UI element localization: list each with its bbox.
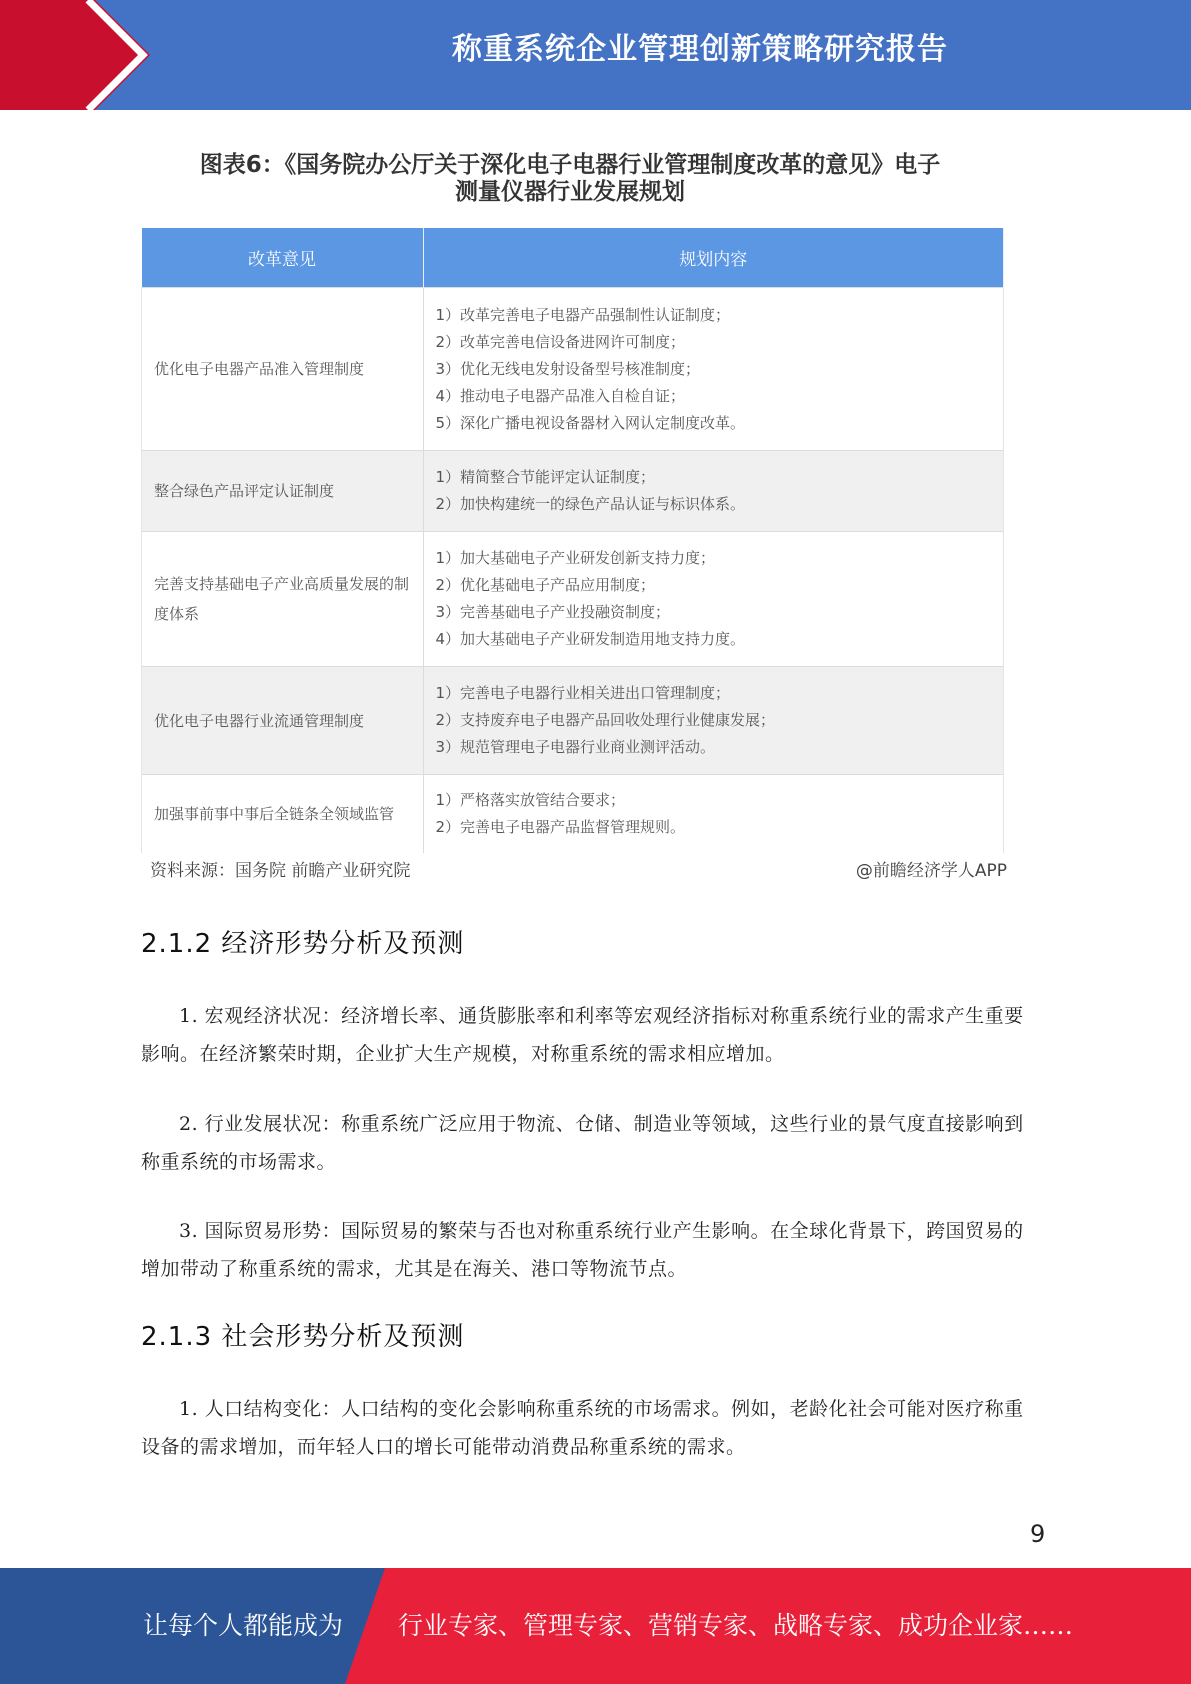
row-plan — [423, 288, 1004, 451]
plan-item: 1）完善电子电器行业相关进出口管理制度； — [435, 684, 731, 702]
plan-item: 1）改革完善电子电器产品强制性认证制度； — [435, 305, 731, 324]
footer-slogan-right: 行业专家、管理专家、营销专家、战略专家、成功企业家…… — [398, 1611, 1074, 1640]
plan-item: 2）改革完善电信设备进网许可制度； — [435, 332, 686, 351]
reform-plan-table — [141, 228, 1004, 853]
section-heading: 2.1.3 社会形势分析及预测 — [141, 1322, 465, 1352]
header-title: 称重系统企业管理创新策略研究报告 — [452, 32, 948, 67]
paragraph: 1. 人口结构变化：人口结构的变化会影响称重系统的市场需求。例如，老龄化社会可能对医疗称重设备的需求增加，而年轻人口的增长可能带动消费品称重系统的需求。 — [141, 1398, 1024, 1458]
plan-item: 1）精简整合节能评定认证制度； — [435, 468, 656, 486]
row-plan — [423, 532, 1004, 667]
figure-source: 资料来源：国务院 前瞻产业研究院 — [150, 861, 411, 881]
row-plan — [423, 775, 1004, 854]
paragraph: 1. 宏观经济状况：经济增长率、通货膨胀率和利率等宏观经济指标对称重系统行业的需求产生重要影响。在经济繁荣时期，企业扩大生产规模，对称重系统的需求相应增加。 — [141, 1005, 1024, 1065]
row-opinion: 整合绿色产品评定认证制度 — [142, 451, 424, 532]
paragraph: 3. 国际贸易形势：国际贸易的繁荣与否也对称重系统行业产生影响。在全球化背景下，跨国贸易的增加带动了称重系统的需求，尤其是在海关、港口等物流节点。 — [141, 1220, 1024, 1280]
header-arrow-decoration — [0, 0, 150, 110]
table-row — [142, 532, 1004, 667]
row-opinion: 完善支持基础电子产业高质量发展的制度体系 — [142, 532, 424, 667]
row-plan — [423, 451, 1004, 532]
figure-title-line-1: 图表6：《国务院办公厅关于深化电子电器行业管理制度改革的意见》电子 — [199, 152, 941, 178]
plan-item: 3）完善基础电子产业投融资制度； — [435, 603, 671, 621]
plan-item: 4）推动电子电器产品准入自检自证； — [435, 386, 686, 405]
plan-item: 2）完善电子电器产品监督管理规则。 — [435, 818, 686, 836]
row-plan — [423, 667, 1004, 775]
column-header-plan: 规划内容 — [423, 228, 1004, 288]
table-row — [142, 451, 1004, 532]
table-row — [142, 288, 1004, 451]
plan-item: 2）加快构建统一的绿色产品认证与标识体系。 — [435, 495, 746, 513]
table-header-row — [142, 228, 1004, 288]
column-header-opinion: 改革意见 — [142, 228, 424, 288]
paragraph: 2. 行业发展状况：称重系统广泛应用于物流、仓储、制造业等领域，这些行业的景气度直接影响到称重系统的市场需求。 — [141, 1113, 1024, 1173]
plan-item: 4）加大基础电子产业研发制造用地支持力度。 — [435, 630, 746, 648]
table-row — [142, 667, 1004, 775]
figure-title — [140, 152, 1000, 206]
plan-item: 3）优化无线电发射设备型号核准制度； — [435, 359, 701, 378]
row-opinion: 加强事前事中事后全链条全领域监管 — [142, 775, 424, 854]
plan-item: 5）深化广播电视设备器材入网认定制度改革。 — [435, 413, 746, 432]
plan-item: 1）加大基础电子产业研发创新支持力度； — [435, 549, 716, 567]
figure-title-line-2: 测量仪器行业发展规划 — [455, 179, 685, 205]
figure-credit: @前瞻经济学人APP — [855, 861, 1007, 881]
section-heading: 2.1.2 经济形势分析及预测 — [141, 929, 465, 959]
table-row — [142, 775, 1004, 854]
footer-slogan-left: 让每个人都能成为 — [143, 1611, 344, 1640]
page-number: 9 — [1030, 1520, 1046, 1548]
page-footer — [0, 1568, 1191, 1684]
row-opinion: 优化电子电器产品准入管理制度 — [142, 288, 424, 451]
page-header — [0, 0, 1191, 110]
plan-item: 2）优化基础电子产品应用制度； — [435, 576, 656, 594]
plan-item: 3）规范管理电子电器行业商业测评活动。 — [435, 738, 716, 756]
row-opinion: 优化电子电器行业流通管理制度 — [142, 667, 424, 775]
plan-item: 2）支持废弃电子电器产品回收处理行业健康发展； — [435, 711, 776, 729]
plan-item: 1）严格落实放管结合要求； — [435, 791, 626, 809]
